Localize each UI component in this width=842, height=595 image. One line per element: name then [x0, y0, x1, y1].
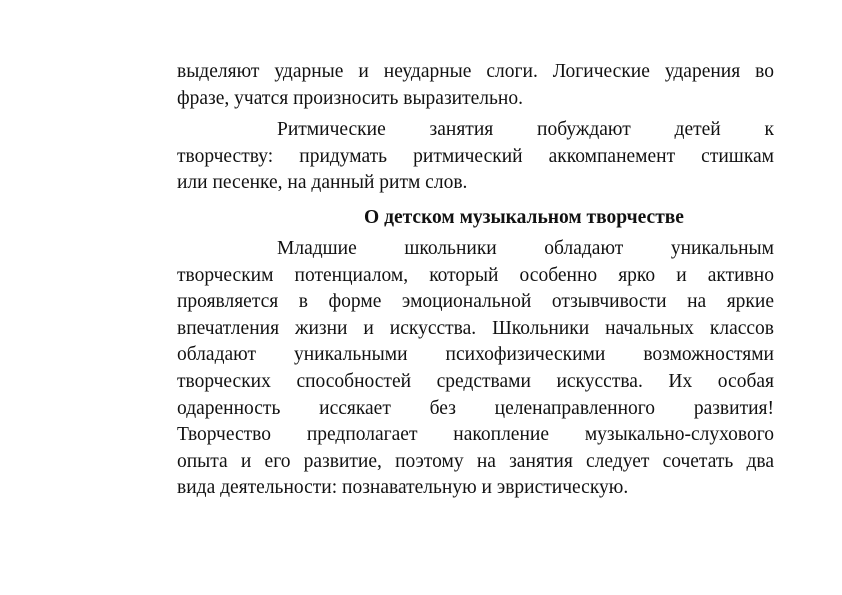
paragraph-line: опыта и его развитие, поэтому на занятия следует сочетать два — [177, 450, 774, 472]
paragraph-line: Ритмические занятия побуждают детей к — [277, 119, 774, 140]
paragraph-line: вида деятельности: познавательную и эвристическую. — [177, 477, 629, 499]
paragraph-line: творчеству: придумать ритмический аккомпанемент стишкам — [177, 145, 774, 167]
paragraph-3 — [177, 236, 774, 502]
paragraph-line: Младшие школьники обладают уникальным — [277, 238, 774, 259]
paragraph-line: фразе, учатся произносить выразительно. — [177, 87, 523, 109]
paragraph-line: одаренность иссякает без целенаправленного развития! — [177, 397, 774, 419]
paragraph-line: творческих способностей средствами искусства. Их особая — [177, 370, 774, 392]
paragraph-line: проявляется в форме эмоциональной отзывчивости на яркие — [177, 291, 774, 313]
paragraph-line: впечатления жизни и искусства. Школьники начальных классов — [177, 317, 774, 339]
paragraph-line: или песенке, на данный ритм слов. — [177, 172, 468, 194]
paragraph-1 — [177, 59, 774, 112]
paragraph-line: выделяют ударные и неударные слоги. Логические ударения во — [177, 61, 774, 82]
paragraph-line: Творчество предполагает накопление музыкально-слухового — [177, 424, 774, 446]
paragraph-line: обладают уникальными психофизическими возможностями — [177, 344, 774, 366]
paragraph-line: творческим потенциалом, который особенно ярко и активно — [177, 264, 774, 286]
paragraph-2 — [177, 117, 774, 197]
section-heading: О детском музыкальном творчестве — [364, 207, 684, 228]
